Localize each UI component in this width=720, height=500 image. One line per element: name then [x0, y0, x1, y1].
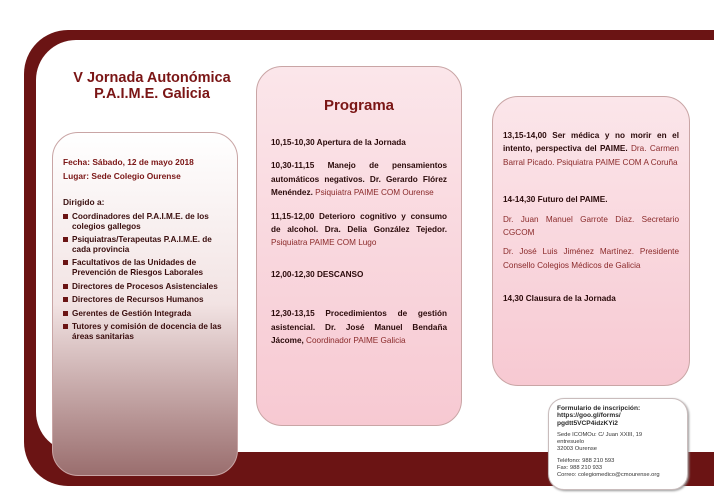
- contact-email[interactable]: Correo: colegiomedico@cmourense.org: [557, 472, 660, 479]
- program-item: 14-14,30 Futuro del PAIME.: [503, 195, 608, 205]
- program-item: Dr. Juan Manuel Garrote Díaz. Secretario CGCOM: [503, 214, 679, 238]
- program-heading: Programa: [323, 97, 395, 114]
- audience-label: Dirigido a:: [63, 197, 105, 207]
- square-bullet-icon: [63, 297, 68, 302]
- program-item: 11,15-12,00 Deterioro cognitivo y consumo de alcohol. Dra. Delia González Tejedor. Psiquiatra PAIME COM Lugo: [271, 211, 448, 248]
- address-line: 32003 Ourense: [557, 446, 597, 453]
- audience-list: [63, 212, 229, 342]
- square-bullet-icon: [63, 214, 68, 219]
- list-item: Directores de Procesos Asistenciales: [63, 282, 229, 292]
- program-item: 13,15-14,00 Ser médica y no morir en el intento, perspectiva del PAIME. Dra. Carmen Barral Picado. Psiquiatra PAIME COM A Coruña: [503, 131, 679, 167]
- square-bullet-icon: [63, 324, 68, 329]
- list-item: Directores de Recursos Humanos: [63, 295, 229, 305]
- event-title: [52, 70, 252, 102]
- program-item: 12,00-12,30 DESCANSO: [271, 269, 364, 279]
- program-card-continued: [492, 96, 690, 386]
- list-item: Facultativos de las Unidades de Prevención de Riesgos Laborales: [63, 258, 229, 277]
- registration-box: [548, 398, 688, 490]
- address-line: entresuelo: [557, 439, 585, 446]
- square-bullet-icon: [63, 311, 68, 316]
- fax-number: Fax: 988 210 933: [557, 465, 603, 472]
- registration-link[interactable]: https://goo.gl/forms/: [557, 412, 621, 420]
- square-bullet-icon: [63, 284, 68, 289]
- program-item: 10,30-11,15 Manejo de pensamientos automáticos negativos. Dr. Gerardo Flórez Menéndez. Psiquiatra PAIME COM Ourense: [271, 161, 447, 198]
- list-item: Gerentes de Gestión Integrada: [63, 309, 229, 319]
- title-line-2: P.A.I.M.E. Galicia: [94, 86, 210, 102]
- program-item: Dr. José Luis Jiménez Martínez. Presidente Consello Colegios Médicos de Galicia: [503, 247, 679, 270]
- registration-link-code[interactable]: pgdtt5VCP4idzKYi2: [557, 419, 618, 427]
- program-item: 10,15-10,30 Apertura de la Jornada: [271, 138, 406, 147]
- program-card: [256, 66, 462, 426]
- program-item: 14,30 Clausura de la Jornada: [503, 294, 616, 304]
- list-item: Psiquiatras/Terapeutas P.A.I.M.E. de cada provincia: [63, 235, 229, 254]
- list-item: Tutores y comisión de docencia de las áreas sanitarias: [63, 322, 229, 341]
- address-line: Sede ICOMOu: C/ Juan XXIII, 19: [557, 432, 643, 439]
- square-bullet-icon: [63, 260, 68, 265]
- event-place: Lugar: Sede Colegio Ourense: [63, 171, 181, 181]
- info-card: [52, 132, 238, 476]
- title-line-1: V Jornada Autonómica: [73, 70, 231, 86]
- list-item: Coordinadores del P.A.I.M.E. de los colegios gallegos: [63, 212, 229, 231]
- event-date: Fecha: Sábado, 12 de mayo 2018: [63, 157, 194, 167]
- registration-title: Formulario de inscripción:: [557, 405, 641, 412]
- phone-number: Teléfono: 988 210 593: [557, 458, 615, 465]
- square-bullet-icon: [63, 237, 68, 242]
- program-item: 12,30-13,15 Procedimientos de gestión asistencial. Dr. José Manuel Bendaña Jácome, Coordinador PAIME Galicia: [271, 309, 447, 346]
